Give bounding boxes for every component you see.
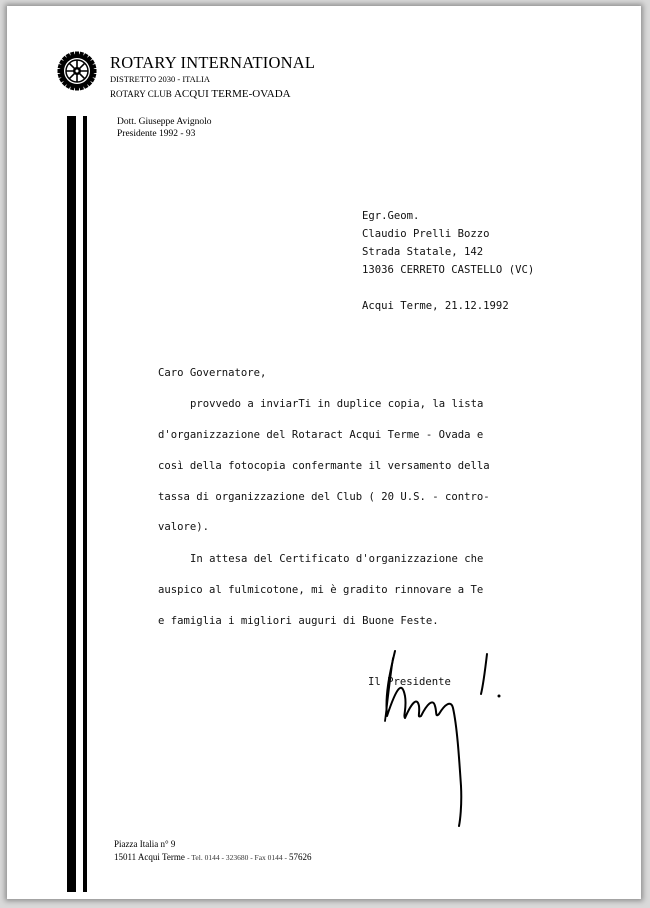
footer-city: 15011 Acqui Terme — [114, 852, 185, 862]
president-name: Dott. Giuseppe Avignolo — [117, 117, 212, 127]
club-label — [110, 88, 291, 100]
footer-fax-end: 57626 — [288, 852, 312, 862]
footer-tel-fax: - Tel. 0144 - 323680 - Fax 0144 - — [187, 853, 289, 862]
rotary-wheel-icon — [57, 51, 97, 91]
recipient-line: 13036 CERRETO CASTELLO (VC) — [362, 264, 535, 276]
org-name: ROTARY INTERNATIONAL — [110, 53, 316, 72]
salutation: Caro Governatore, — [158, 367, 267, 379]
letterhead-bar-thick — [67, 116, 76, 892]
recipient-line: Strada Statale, 142 — [362, 246, 484, 258]
body-line: e famiglia i migliori auguri di Buone Feste. — [158, 615, 439, 627]
club-name: ACQUI TERME-OVADA — [173, 88, 291, 100]
body-line: tassa di organizzazione del Club ( 20 U.S. - contro- — [158, 491, 490, 503]
footer-contacts — [114, 852, 311, 862]
letterhead-bar-thin — [83, 116, 87, 892]
place-date: Acqui Terme, 21.12.1992 — [362, 300, 509, 312]
recipient-line: Claudio Prelli Bozzo — [362, 228, 490, 240]
body-line: così della fotocopia confermante il versamento della — [158, 460, 490, 472]
president-term: Presidente 1992 - 93 — [117, 129, 196, 139]
body-line: d'organizzazione del Rotaract Acqui Terme - Ovada e — [158, 429, 484, 441]
body-line: In attesa del Certificato d'organizzazione che — [190, 553, 484, 565]
district-label: DISTRETTO 2030 - ITALIA — [110, 74, 210, 84]
body-line: auspico al fulmicotone, mi è gradito rinnovare a Te — [158, 584, 484, 596]
body-line: valore). — [158, 521, 210, 533]
recipient-line: Egr.Geom. — [362, 210, 420, 222]
letter-page — [7, 6, 641, 899]
club-prefix: ROTARY CLUB — [110, 89, 172, 99]
closing-label: Il Presidente — [368, 676, 451, 688]
footer-address: Piazza Italia n° 9 — [114, 839, 176, 849]
body-line: provvedo a inviarTi in duplice copia, la lista — [190, 398, 484, 410]
handwritten-signature — [367, 646, 517, 836]
